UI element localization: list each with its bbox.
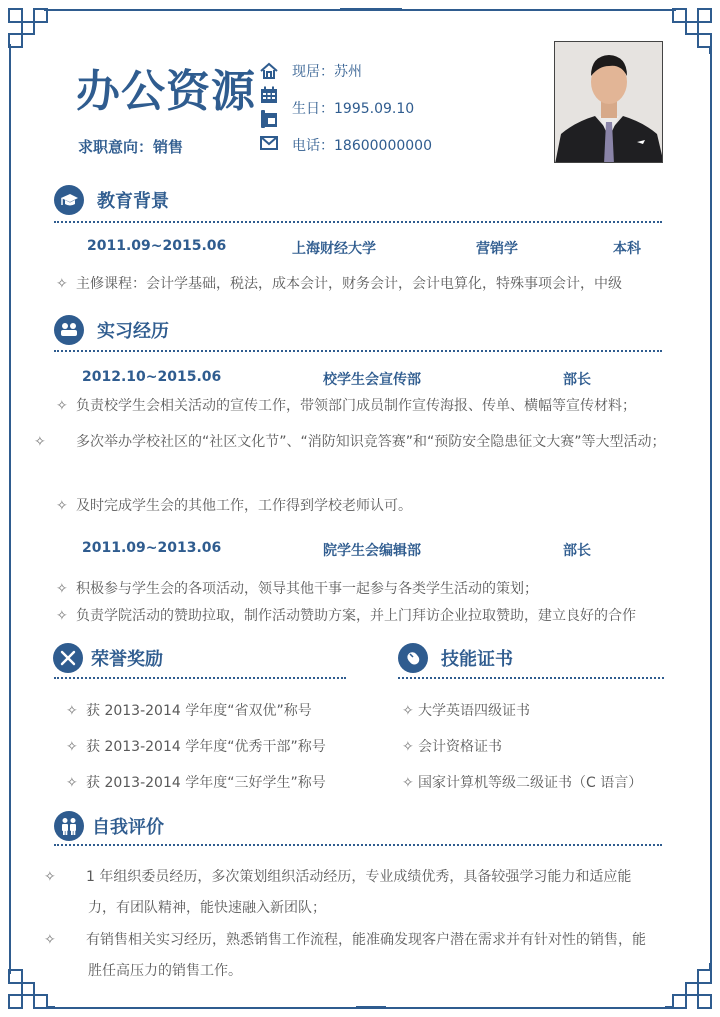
- diamond-bullet-icon: ✧: [56, 498, 68, 514]
- job-intent: 求职意向：销售: [78, 138, 184, 156]
- frame-right: [710, 44, 712, 974]
- skill-item: ✧ 大学英语四级证书: [402, 697, 672, 725]
- contact-phone: 电话：18600000000: [292, 138, 432, 154]
- section-title: 教育背景: [97, 191, 169, 212]
- frame-top-accent: [340, 8, 402, 11]
- corner-ornament-top-right: [665, 6, 713, 54]
- diamond-bullet-icon: ✧: [44, 932, 56, 948]
- internship-period: 2012.10~2015.06: [82, 369, 222, 385]
- diamond-bullet-icon: ✧: [402, 703, 414, 719]
- section-education-header: [54, 185, 169, 215]
- section-title: 实习经历: [97, 321, 169, 342]
- internship-item: ✧ 积极参与学生会的各项活动，领导其他干事一起参与各类学生活动的策划；: [56, 575, 668, 603]
- education-period: 2011.09~2015.06: [87, 238, 227, 254]
- diamond-bullet-icon: ✧: [56, 581, 68, 597]
- education-degree: 本科: [613, 241, 641, 257]
- award-item: ✧ 获 2013-2014 学年度“优秀干部”称号: [66, 733, 356, 761]
- corner-ornament-top-left: [7, 6, 55, 54]
- section-self-eval-header: [54, 811, 164, 841]
- contact-list: [292, 62, 432, 173]
- internship-role: 部长: [563, 543, 591, 559]
- self-eval-item: ✧ 1 年组织委员经历，多次策划组织活动经历，专业成绩优秀，具备较强学习能力和适应能力，有团队精神，能快速融入新团队；: [66, 862, 646, 924]
- skill-item: ✧ 国家计算机等级二级证书（C 语言）: [402, 769, 672, 797]
- diamond-bullet-icon: ✧: [402, 739, 414, 755]
- award-item: ✧ 获 2013-2014 学年度“三好学生”称号: [66, 769, 356, 797]
- phone-icon: [259, 109, 279, 129]
- section-internship-header: [54, 315, 169, 345]
- award-item: ✧ 获 2013-2014 学年度“省双优”称号: [66, 697, 356, 725]
- section-title: 荣誉奖励: [91, 649, 163, 670]
- diamond-bullet-icon: ✧: [56, 608, 68, 624]
- education-major: 营销学: [476, 241, 518, 257]
- diamond-bullet-icon: ✧: [66, 703, 78, 719]
- frame-left: [9, 44, 11, 974]
- internship-item: ✧ 负责学院活动的赞助拉取，制作活动赞助方案，并上门拜访企业拉取赞助，建立良好的合作: [56, 602, 668, 628]
- section-title: 自我评价: [92, 817, 164, 838]
- diamond-bullet-icon: ✧: [56, 276, 68, 292]
- tools-icon: [53, 643, 83, 673]
- diamond-bullet-icon: ✧: [56, 398, 68, 414]
- diamond-bullet-icon: ✧: [34, 434, 46, 450]
- team-icon: [54, 315, 84, 345]
- contact-residence: 现居：苏州: [292, 64, 362, 80]
- internship-org: 校学生会宣传部: [323, 372, 421, 388]
- profile-photo: [554, 41, 663, 163]
- graduation-cap-icon: [54, 185, 84, 215]
- candidate-name: 办公资源: [76, 66, 256, 117]
- internship-period: 2011.09~2013.06: [82, 540, 222, 556]
- internship-item: ✧ 负责校学生会相关活动的宣传工作，带领部门成员制作宣传海报、传单、横幅等宣传材料；: [56, 392, 668, 420]
- contact-icons: [259, 61, 279, 157]
- home-icon: [259, 61, 279, 81]
- divider: [398, 677, 664, 679]
- frame-bottom-accent: [356, 1006, 386, 1009]
- divider: [54, 221, 662, 223]
- internship-org: 院学生会编辑部: [323, 543, 421, 559]
- internship-item: ✧ 及时完成学生会的其他工作，工作得到学校老师认可。: [56, 492, 668, 520]
- corner-ornament-bottom-right: [665, 963, 713, 1011]
- calendar-icon: [259, 85, 279, 105]
- education-courses: ✧ 主修课程：会计学基础，税法，成本会计，财务会计，会计电算化，特殊事项会计，中级: [56, 270, 666, 296]
- internship-role: 部长: [563, 372, 591, 388]
- contact-birthday: 生日：1995.09.10: [292, 101, 415, 117]
- mouse-icon: [398, 643, 428, 673]
- section-title: 技能证书: [441, 649, 513, 670]
- section-skills-header: [398, 643, 513, 673]
- diamond-bullet-icon: ✧: [402, 775, 414, 791]
- corner-ornament-bottom-left: [7, 963, 55, 1011]
- divider: [54, 844, 662, 846]
- section-awards-header: [53, 643, 163, 673]
- diamond-bullet-icon: ✧: [44, 869, 56, 885]
- diamond-bullet-icon: ✧: [66, 775, 78, 791]
- skill-item: ✧ 会计资格证书: [402, 733, 672, 761]
- diamond-bullet-icon: ✧: [66, 739, 78, 755]
- divider: [54, 350, 662, 352]
- self-eval-item: ✧ 有销售相关实习经历，熟悉销售工作流程，能准确发现客户潜在需求并有针对性的销售，能胜任高压力的销售工作。: [66, 925, 646, 987]
- divider: [54, 677, 346, 679]
- internship-item: ✧ 多次举办学校社区的“社区文化节”、“消防知识竞答赛”和“预防安全隐患征文大赛”等大型活动；: [56, 428, 668, 457]
- people-icon: [54, 811, 84, 841]
- mail-icon: [259, 133, 279, 153]
- education-school: 上海财经大学: [292, 241, 376, 257]
